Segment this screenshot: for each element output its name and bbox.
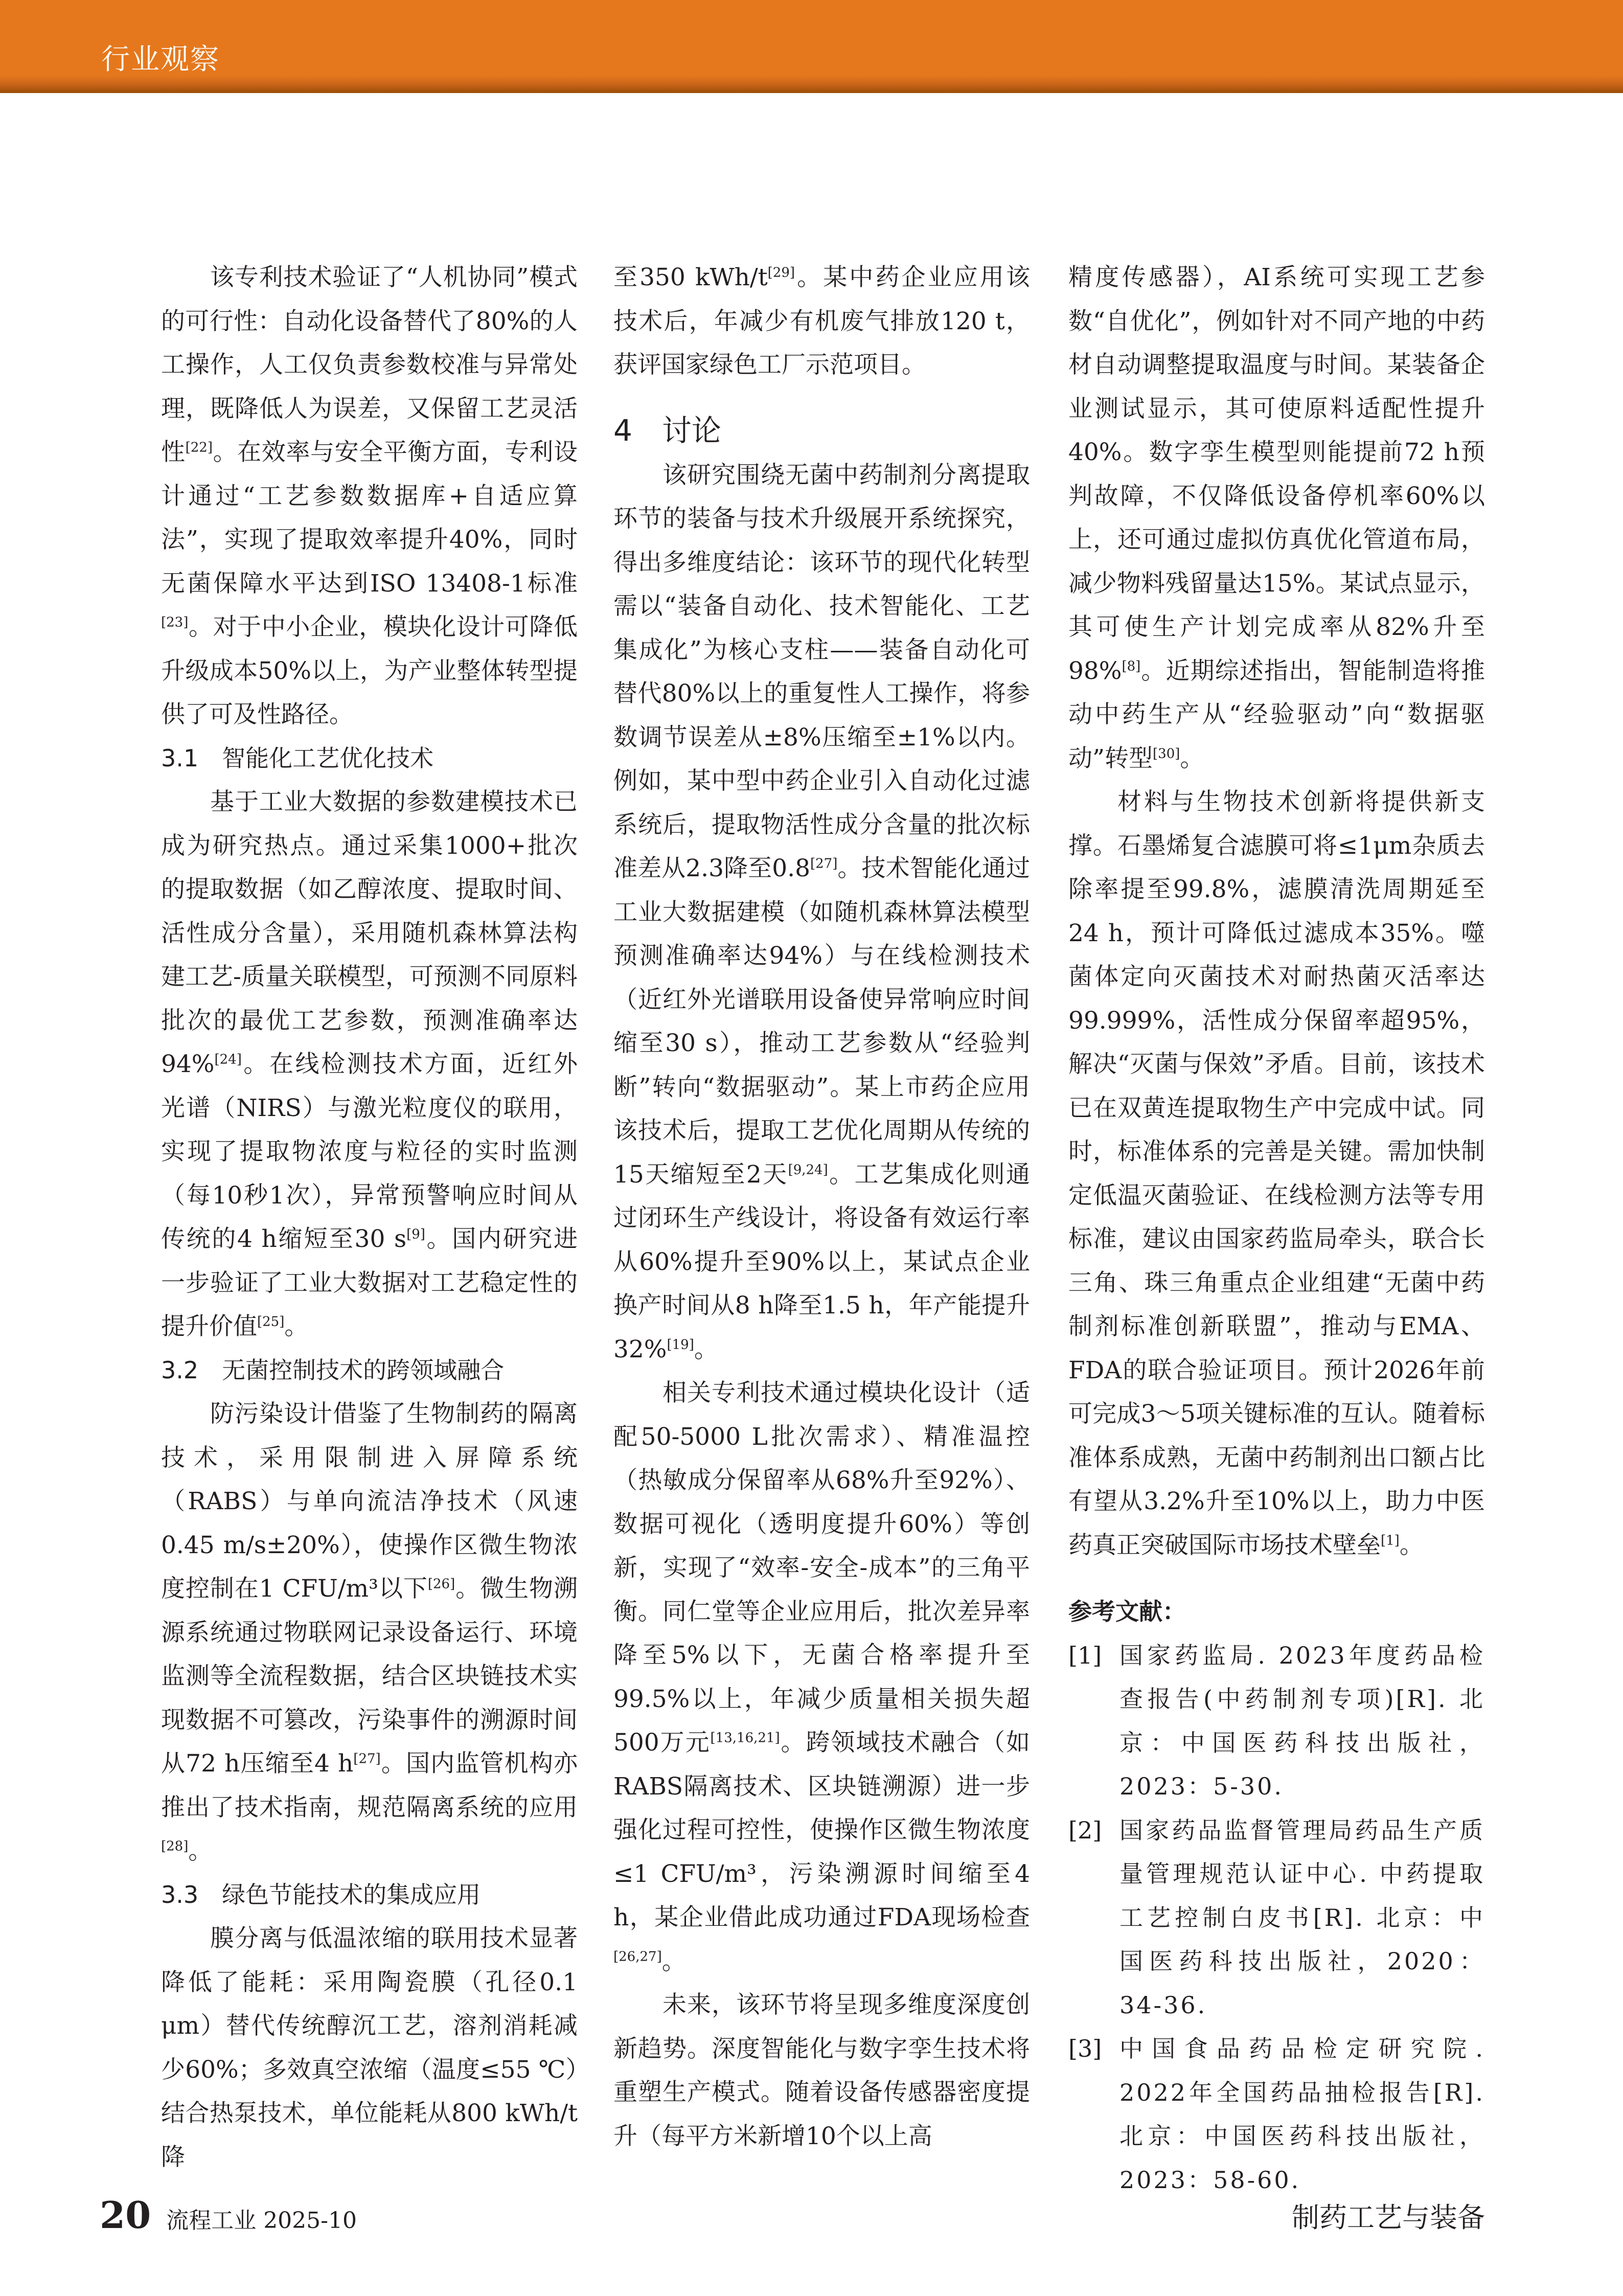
text-run: 。微生物溯源系统通过物联网记录设备运行、环境监测等全流程数据，结合区块链技术实现数据不可篡改，污染事件的溯源时间从72 h压缩至4 h [161,1575,578,1778]
text-run: 。技术智能化通过工业大数据建模（如随机森林算法模型预测准确率达94%）与在线检测技术（近红外光谱联用设备使异常响应时间缩至30 s），推动工艺参数从“经验判断”转向“数据驱动”。某上市药企应用该技术后，提取工艺优化周期从传统的15天缩短至2天 [613,854,1031,1189]
text-run: 。某中药企业应用该技术后，年减少有机废气排放120 t，获评国家绿色工厂示范项目。 [613,263,1031,379]
page-number: 20 [100,2193,151,2237]
text-run: 。 [661,1947,686,1975]
section-title: 行业观察 [101,43,220,76]
text-run: 膜分离与低温浓缩的联用技术显著降低了能耗：采用陶瓷膜（孔径0.1 μm）替代传统醇沉工艺，溶剂消耗减少60%；多效真空浓缩（温度≤55 ℃）结合热泵技术，单位能耗从800 kWh/t降 [161,1924,578,2171]
reference-number: [3] [1068,2035,1102,2062]
text-run: 至350 kWh/t [613,263,768,291]
text-run: 。在效率与安全平衡方面，专利设计通过“工艺参数数据库+自适应算法”，实现了提取效率提升40%，同时无菌保障水平达到ISO 13408-1标准 [161,438,578,598]
footer-column-name: 制药工艺与装备 [1292,2201,1485,2234]
citation-superscript: [25] [257,1314,285,1330]
text-run: 。近期综述指出，智能制造将推动中药生产从“经验驱动”向“数据驱动”转型 [1068,656,1485,772]
citation-superscript: [29] [767,265,795,281]
section-header-bar [0,0,1623,93]
text-run: 材料与生物技术创新将提供新支撑。石墨烯复合滤膜可将≤1μm杂质去除率提至99.8%，滤膜清洗周期延至24 h，预计可降低过滤成本35%。噬菌体定向灭菌技术对耐热菌灭活率达99.999%，活性成分保留率超95%，解决“灭菌与保效”矛盾。目前，该技术已在双黄连提取物生产中完成中试。同时，标准体系的完善是关键。需加快制定低温灭菌验证、在线检测方法等专用标准，建议由国家药监局牵头，联合长三角、珠三角重点企业组建“无菌中药制剂标准创新联盟”，推动与EMA、FDA的联合验证项目。预计2026年前可完成3～5项关键标准的互认。随着标准体系成熟，无菌中药制剂出口额占比有望从3.2%升至10%以上，助力中医药真正突破国际市场技术壁垒 [1068,788,1485,1559]
paragraph [613,256,1030,387]
paragraph [613,453,1030,1372]
reference-number: [1] [1068,1641,1102,1669]
text-run: 。国内监管机构亦推出了技术指南，规范隔离系统的应用 [161,1749,578,1822]
reference-item [1068,1809,1485,2028]
section-heading: 3.1 智能化工艺优化技术 [161,744,434,772]
text-run: 。 [694,1335,718,1363]
section-heading: 3.3 绿色节能技术的集成应用 [161,1880,481,1908]
journal-issue: 流程工业 2025-10 [166,2208,357,2234]
text-run: 该研究围绕无菌中药制剂分离提取环节的装备与技术升级展开系统探究，得出多维度结论：该环节的现代化转型需以“装备自动化、技术智能化、工艺集成化”为核心支柱——装备自动化可替代80%以上的重复性人工操作，将参数调节误差从±8%压缩至±1%以内。例如，某中型中药企业引入自动化过滤系统后，提取物活性成分含量的批次标准差从2.3降至0.8 [613,461,1030,882]
section-heading: 3.2 无菌控制技术的跨领域融合 [161,1356,505,1384]
citation-superscript: [27] [810,856,838,872]
text-column-3 [1068,256,1485,2202]
paragraph [161,1917,578,2179]
citation-superscript: [27] [353,1751,381,1767]
citation-superscript: [9,24] [788,1162,828,1177]
text-run: 。对于中小企业，模块化设计可降低升级成本50%以上，为产业整体转型提供了可及性路径。 [161,613,578,729]
text-run: 该专利技术验证了“人机协同”模式的可行性：自动化设备替代了80%的人工操作，人工仅负责参数校准与异常处理，既降低人为误差，又保留工艺灵活性 [161,263,578,466]
paragraph [613,1371,1030,1983]
text-run: 。工艺集成化则通过闭环生产线设计，将设备有效运行率从60%提升至90%以上，某试点企业换产时间从8 h降至1.5 h，年产能提升32% [613,1160,1030,1363]
citation-superscript: [1] [1381,1532,1400,1548]
text-run: 。 [1399,1531,1424,1559]
text-run: 防污染设计借鉴了生物制药的隔离技术，采用限制进入屏障系统（RABS）与单向流洁净技术（风速0.45 m/s±20%），使操作区微生物浓度控制在1 CFU/m³以下 [161,1400,578,1603]
paragraph [1068,256,1485,780]
text-run: 。跨领域技术融合（如RABS隔离技术、区块链溯源）进一步强化过程可控性，使操作区微生物浓度≤1 CFU/m³，污染溯源时间缩至4 h，某企业借此成功通过FDA现场检查 [613,1729,1030,1931]
text-run: 。在线检测技术方面，近红外光谱（NIRS）与激光粒度仪的联用，实现了提取物浓度与粒径的实时监测（每10秒1次），异常预警响应时间从传统的4 h缩短至30 s [161,1050,578,1253]
text-run: 。国内研究进一步验证了工业大数据对工艺稳定性的提升价值 [161,1225,578,1340]
citation-superscript: [13,16,21] [710,1730,780,1746]
text-run: 。 [284,1312,309,1340]
paragraph [161,780,578,1349]
text-run: 。 [1180,744,1204,772]
text-column-2 [613,256,1030,2158]
footer-left [100,2193,357,2237]
reference-text: 国家药监局. 2023年度药品检查报告(中药制剂专项)[R]. 北京：中国医药科技出版社，2023：5-30. [1119,1641,1485,1800]
citation-superscript: [22] [185,440,213,456]
section-heading: 4 讨论 [613,413,721,448]
citation-superscript: [30] [1153,745,1180,761]
reference-item [1068,2027,1485,2202]
citation-superscript: [23] [161,615,189,630]
text-column-1 [161,256,578,2179]
citation-superscript: [9] [406,1226,425,1242]
reference-item [1068,1634,1485,1809]
paragraph [1068,780,1485,1567]
reference-text: 国家药品监督管理局药品生产质量管理规范认证中心. 中药提取工艺控制白皮书[R]. 北京：中国医药科技出版社，2020：34-36. [1119,1816,1485,2019]
citation-superscript: [28] [161,1838,189,1854]
citation-superscript: [19] [667,1336,694,1352]
text-run: 。 [188,1837,213,1865]
reference-number: [2] [1068,1816,1102,1844]
paragraph [161,1392,578,1873]
paragraph [161,256,578,737]
citation-superscript: [26] [427,1576,455,1592]
citation-superscript: [8] [1122,658,1141,674]
references-heading: 参考文献： [1068,1598,1186,1625]
paragraph [613,1983,1030,2158]
text-run: 基于工业大数据的参数建模技术已成为研究热点。通过采集1000+批次的提取数据（如乙醇浓度、提取时间、活性成分含量），采用随机森林算法构建工艺-质量关联模型，可预测不同原料批次的最优工艺参数，预测准确率达94% [161,788,578,1078]
citation-superscript: [26,27] [613,1948,662,1964]
reference-text: 中国食品药品检定研究院. 2022年全国药品抽检报告[R]. 北京：中国医药科技出版社，2023：58-60. [1119,2035,1485,2194]
text-run: 相关专利技术通过模块化设计（适配50-5000 L批次需求）、精准温控（热敏成分保留率从68%升至92%）、数据可视化（透明度提升60%）等创新，实现了“效率-安全-成本”的三角平衡。同仁堂等企业应用后，批次差异率降至5%以下，无菌合格率提升至99.5%以上，年减少质量相关损失超500万元 [613,1379,1030,1757]
text-run: 精度传感器），AI系统可实现工艺参数“自优化”，例如针对不同产地的中药材自动调整提取温度与时间。某装备企业测试显示，其可使原料适配性提升40%。数字孪生模型则能提前72 h预判故障，不仅降低设备停机率60%以上，还可通过虚拟仿真优化管道布局，减少物料残留量达15%。某试点显示，其可使生产计划完成率从82%升至98% [1068,263,1485,685]
citation-superscript: [24] [214,1052,242,1067]
text-run: 未来，该环节将呈现多维度深度创新趋势。深度智能化与数字孪生技术将重塑生产模式。随着设备传感器密度提升（每平方米新增10个以上高 [613,1991,1030,2150]
